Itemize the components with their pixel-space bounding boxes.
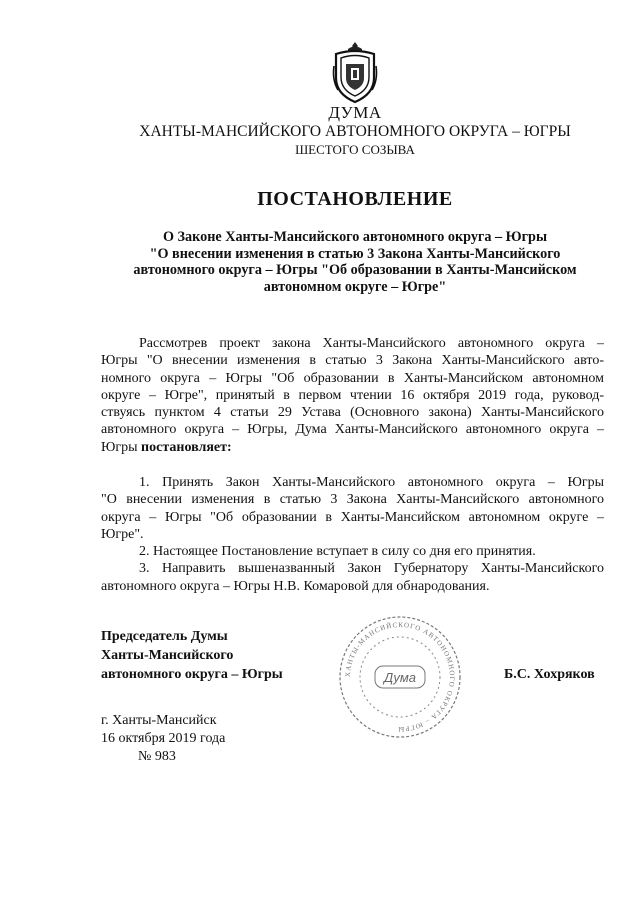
signature-name: Б.С. Хохряков <box>504 667 595 682</box>
subject-line: автономном округе – Югре" <box>263 278 447 295</box>
subject-line: автономного округа – Югры "Об образовании в Ханты-Мансийском <box>133 262 577 278</box>
intro-line-last <box>101 439 604 456</box>
intro-line: Югры "О внесении изменения в статью 3 Закона Ханты-Мансийского авто- <box>101 353 604 369</box>
header-sozyv: ШЕСТОГО СОЗЫВА <box>295 142 415 157</box>
item-line: 3. Направить вышеназванный Закон Губернатору Ханты-Мансийского <box>139 561 604 577</box>
intro-line: ствуясь пунктом 4 статьи 29 Устава (Основного закона) Ханты-Мансийского <box>101 405 604 421</box>
coat-of-arms-icon <box>330 40 380 104</box>
seal-stamp <box>335 612 465 742</box>
signature-role-line: автономного округа – Югры <box>101 667 283 682</box>
intro-line: округе – Югре", принятый в первом чтении 16 октября 2019 года, руковод- <box>101 387 604 403</box>
item-line: автономного округа – Югры Н.В. Комаровой для обнародования. <box>101 578 490 594</box>
intro-last-plain: Югры <box>101 439 142 455</box>
document-number: № 983 <box>138 749 176 764</box>
item-line: Югре". <box>101 526 144 542</box>
intro-line: номного округа – Югры "Об образовании в Ханты-Мансийском автономном <box>101 370 604 386</box>
header-duma: ДУМА <box>328 103 382 122</box>
place-city: г. Ханты-Мансийск <box>101 713 217 728</box>
document-title: ПОСТАНОВЛЕНИЕ <box>257 188 453 210</box>
item-line: 2. Настоящее Постановление вступает в силу со дня его принятия. <box>139 544 536 560</box>
signature-role <box>101 627 283 684</box>
signature-role-line: Председатель Думы <box>101 629 228 644</box>
stamp-ring-text: ХАНТЫ-МАНСИЙСКОГО АВТОНОМНОГО ОКРУГА – ЮГРЫ <box>343 620 457 734</box>
intro-last-bold: постановляет: <box>141 439 232 455</box>
document-subject <box>35 229 640 295</box>
intro-paragraph <box>101 335 604 456</box>
place-block <box>101 712 225 766</box>
subject-line: "О внесении изменения в статью 3 Закона Ханты-Мансийского <box>149 245 561 262</box>
items-list <box>101 474 604 595</box>
signature-role-line: Ханты-Мансийского <box>101 648 234 663</box>
place-date: 16 октября 2019 года <box>101 731 226 746</box>
intro-line: Рассмотрев проект закона Ханты-Мансийского автономного округа – <box>139 336 604 351</box>
header-okrug: ХАНТЫ-МАНСИЙСКОГО АВТОНОМНОГО ОКРУГА – ЮГРЫ <box>139 123 571 140</box>
item-line: округа – Югры "Об образовании в Ханты-Мансийском автономном округе – <box>101 509 604 525</box>
subject-line: О Законе Ханты-Мансийского автономного округа – Югры <box>162 229 548 245</box>
item-line: 1. Принять Закон Ханты-Мансийского автономного округа – Югры <box>139 475 604 490</box>
stamp-center-text: Дума <box>384 670 416 685</box>
intro-line: автономного округа – Югры, Дума Ханты-Мансийского автономного округа – <box>101 422 604 438</box>
item-line: "О внесении изменения в статью 3 Закона Ханты-Мансийского автономного <box>101 492 604 508</box>
